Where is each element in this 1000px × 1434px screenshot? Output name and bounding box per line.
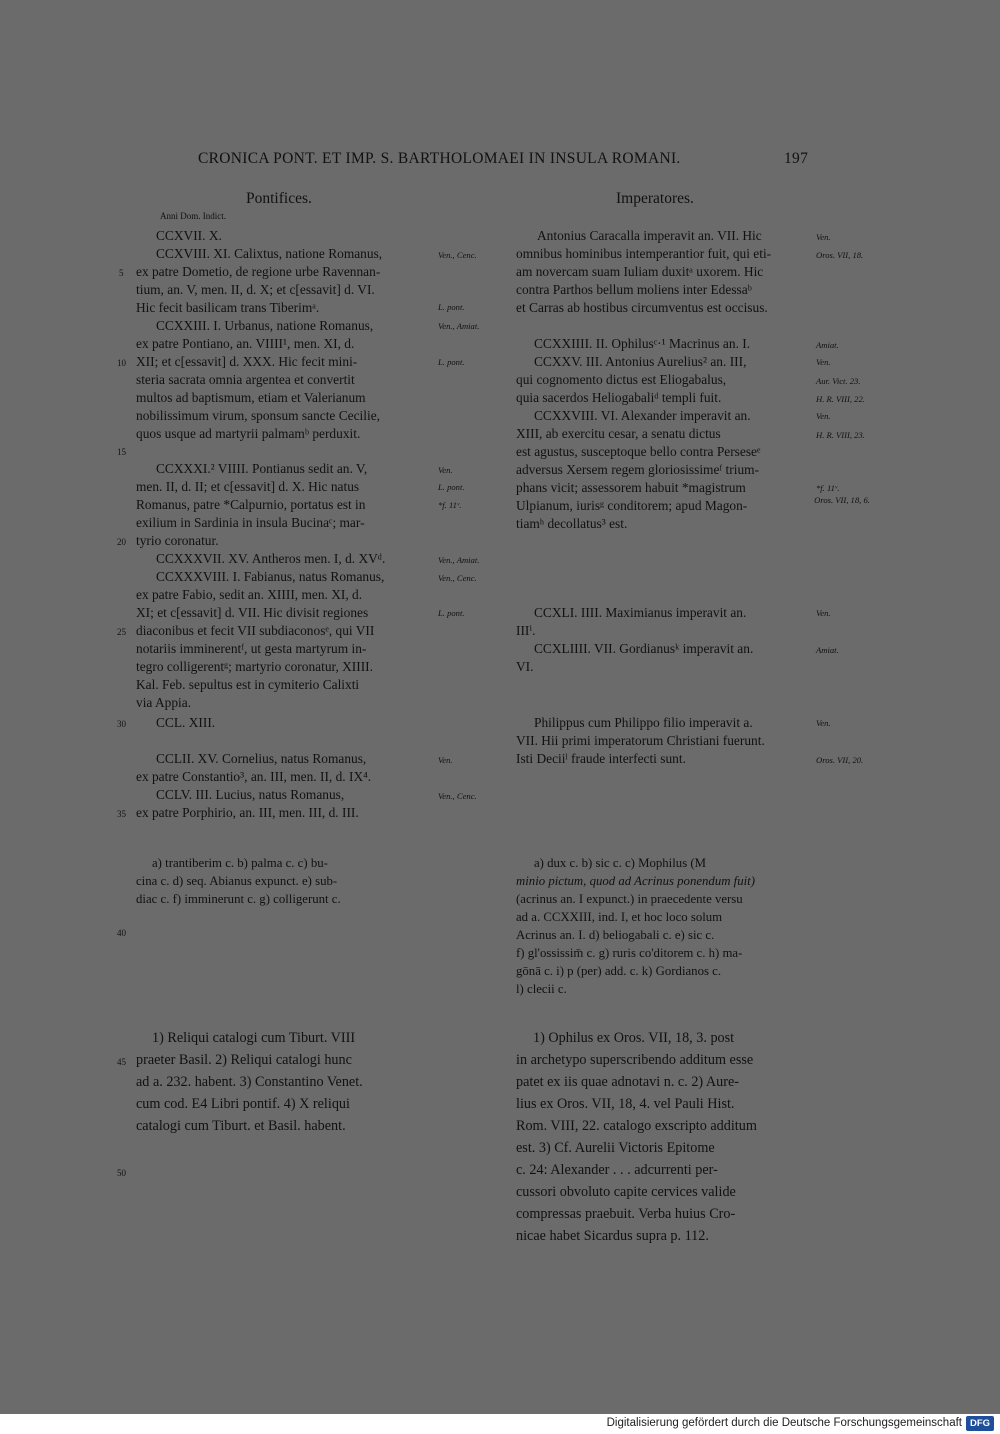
siglum: Ven. (438, 465, 453, 475)
apparatus-line: cina c. d) seq. Abianus expunct. e) sub- (136, 874, 338, 888)
siglum: L. pont. (438, 482, 465, 492)
siglum: Oros. VII, 18, 6. (814, 495, 870, 505)
text-line: tiamʰ decollatus³ est. (516, 516, 628, 531)
apparatus-line: ad a. CCXXIII, ind. I, et hoc loco solum (516, 910, 723, 924)
line-number: 5 (119, 268, 124, 278)
apparatus-line: minio pictum, quod ad Acrinus ponendum fuit) (516, 874, 755, 888)
text-line: qui cognomento dictus est Eliogabalus, (516, 372, 727, 387)
text-line: CCXXXVIII. I. Fabianus, natus Romanus, (156, 569, 385, 584)
apparatus-line: a) trantiberim c. b) palma c. c) bu- (152, 856, 328, 870)
text-line: XII; et c[essavit] d. XXX. Hic fecit mini- (136, 354, 358, 369)
line-number: 40 (117, 928, 126, 938)
footnote-line: praeter Basil. 2) Reliqui catalogi hunc (136, 1052, 352, 1068)
text-line: CCXLIIII. VII. Gordianusᵏ imperavit an. (534, 641, 754, 656)
footnote-line: lius ex Oros. VII, 18, 4. vel Pauli Hist. (516, 1096, 735, 1112)
apparatus-line: gōnā c. i) p (per) add. c. k) Gordianos c. (516, 964, 722, 978)
text-line: multos ad baptismum, etiam et Valerianum (136, 390, 366, 405)
text-line: IIIⁱ. (516, 623, 536, 638)
pontifices-heading: Pontifices. (246, 190, 312, 207)
text-line: VII. Hii primi imperatorum Christiani fuerunt. (516, 733, 765, 748)
text-line: ex patre Dometio, de regione urbe Ravennan- (136, 264, 381, 279)
siglum: *f. 11ᵛ. (438, 500, 462, 510)
siglum: Ven., Cenc. (438, 791, 477, 801)
text-line: Hic fecit basilicam trans Tiberimᵃ. (136, 300, 320, 315)
page-number: 197 (784, 150, 809, 167)
text-line: et Carras ab hostibus circumventus est occisus. (516, 300, 768, 315)
text-line: ex patre Constantio³, an. III, men. II, d. IX⁴. (136, 769, 372, 784)
footnote-line: nicae habet Sicardus supra p. 112. (516, 1228, 709, 1244)
apparatus-line: (acrinus an. I expunct.) in praecedente versu (516, 892, 743, 906)
text-line: CCXVII. X. (156, 228, 222, 243)
siglum: Oros. VII, 18. (816, 250, 864, 260)
text-line: XIII, ab exercitu cesar, a senatu dictus (516, 426, 721, 441)
text-line: men. II, d. II; et c[essavit] d. X. Hic natus (136, 479, 360, 494)
footnote-line: ad a. 232. habent. 3) Constantino Venet. (136, 1074, 363, 1090)
footnote-line: cum cod. E4 Libri pontif. 4) X reliqui (136, 1096, 350, 1112)
text-line: Kal. Feb. sepultus est in cymiterio Calixti (136, 677, 360, 692)
footnote-line: in archetypo superscribendo additum esse (516, 1052, 754, 1068)
siglum: Ven. (816, 608, 831, 618)
text-line: ex patre Fabio, sedit an. XIIII, men. XI, d. (136, 587, 363, 602)
siglum: Amiat. (816, 645, 839, 655)
line-number: 25 (117, 627, 126, 637)
text-line: quos usque ad martyrii palmamᵇ perduxit. (136, 426, 361, 441)
text-line: tium, an. V, men. II, d. X; et c[essavit] d. VI. (136, 282, 375, 297)
text-line: ex patre Pontiano, an. VIIII¹, men. XI, d. (136, 336, 355, 351)
siglum: Ven. (816, 718, 831, 728)
siglum: Ven., Cenc. (438, 250, 477, 260)
apparatus-line: diac c. f) imminerunt c. g) colligerunt c. (136, 892, 341, 906)
text-line: CCXLI. IIII. Maximianus imperavit an. (534, 605, 747, 620)
text-line: CCXXIII. I. Urbanus, natione Romanus, (156, 318, 374, 333)
footnote-line: catalogi cum Tiburt. et Basil. habent. (136, 1118, 346, 1134)
text-line: Ulpianum, iurisᵍ conditorem; apud Magon- (516, 498, 748, 513)
text-line: CCLV. III. Lucius, natus Romanus, (156, 787, 345, 802)
footnote-line: 1) Ophilus ex Oros. VII, 18, 3. post (533, 1030, 735, 1046)
text-line: adversus Xersem regem gloriosissimeᶠ trium- (516, 462, 760, 477)
siglum: Amiat. (816, 340, 839, 350)
text-line: CCXVIII. XI. Calixtus, natione Romanus, (156, 246, 383, 261)
text-line: tegro colligerentᵍ; martyrio coronatur, XIIII. (136, 659, 373, 674)
line-number: 35 (117, 809, 126, 819)
siglum: Ven. (816, 232, 831, 242)
text-line: nobilissimum virum, sponsum sancte Cecilie, (136, 408, 380, 423)
footnote-line: Rom. VIII, 22. catalogo exscripto additum (516, 1118, 757, 1134)
siglum: L. pont. (438, 302, 465, 312)
text-line: omnibus hominibus intemperantior fuit, qui eti- (516, 246, 772, 261)
text-line: steria sacrata omnia argentea et convertit (136, 372, 355, 387)
imperatores-heading: Imperatores. (616, 190, 694, 207)
text-line: phans vicit; assessorem habuit *magistrum (516, 480, 746, 495)
footnote-line: patet ex iis quae adnotavi n. c. 2) Aure- (516, 1074, 739, 1090)
siglum: Ven. (816, 357, 831, 367)
siglum: L. pont. (438, 608, 465, 618)
text-line: CCXXIIII. II. Ophilusᶜ·¹ Macrinus an. I. (534, 336, 751, 351)
footnote-line: cussori obvoluto capite cervices valide (516, 1184, 736, 1200)
running-title: CRONICA PONT. ET IMP. S. BARTHOLOMAEI IN INSULA ROMANI. (198, 150, 681, 167)
footnote-line: c. 24: Alexander . . . adcurrenti per- (516, 1162, 718, 1178)
pontifices-subheading: Anni Dom. Indict. (160, 211, 226, 221)
funding-notice: Digitalisierung gefördert durch die Deutsche Forschungsgemeinschaft (606, 1417, 962, 1429)
text-line: Antonius Caracalla imperavit an. VII. Hic (537, 228, 762, 243)
text-line: est agustus, susceptoque bello contra Perseseᵉ (516, 444, 761, 459)
line-number: 15 (117, 447, 126, 457)
siglum: Ven. (816, 411, 831, 421)
footnote-line: compressas praebuit. Verba huius Cro- (516, 1206, 736, 1222)
text-line: CCXXVIII. VI. Alexander imperavit an. (534, 408, 751, 423)
apparatus-line: Acrinus an. I. d) beliogabali c. e) sic c. (516, 928, 715, 942)
siglum: H. R. VIII, 23. (816, 430, 865, 440)
text-line: ex patre Porphirio, an. III, men. III, d. III. (136, 805, 359, 820)
text-line: Romanus, patre *Calpurnio, portatus est in (136, 497, 366, 512)
text-line: quia sacerdos Heliogabaliᵈ templi fuit. (516, 390, 722, 405)
text-line: XI; et c[essavit] d. VII. Hic divisit regiones (136, 605, 369, 620)
siglum: Aur. Vict. 23. (816, 376, 861, 386)
text-line: VI. (516, 659, 534, 674)
siglum: Ven., Amiat. (438, 555, 480, 565)
text-line: am novercam suam Iuliam duxitᵃ uxorem. Hic (516, 264, 764, 279)
text-line: contra Parthos bellum moliens inter Edessaᵇ (516, 282, 752, 297)
apparatus-line: a) dux c. b) sic c. c) Mophilus (M (534, 856, 707, 870)
text-line: CCXXXVII. XV. Antheros men. I, d. XVᵈ. (156, 551, 386, 566)
text-line: Philippus cum Philippo filio imperavit a. (534, 715, 753, 730)
apparatus-line: l) clecii c. (516, 982, 567, 996)
line-number: 20 (117, 537, 126, 547)
apparatus-line: f) gl'ossissim̄ c. g) ruris co'ditorem c. h) ma- (516, 946, 743, 960)
text-line: tyrio coronatur. (136, 533, 219, 548)
footnote-line: 1) Reliqui catalogi cum Tiburt. VIII (152, 1030, 356, 1046)
text-line: Isti Deciiˡ fraude interfecti sunt. (516, 751, 686, 766)
line-number: 50 (117, 1168, 126, 1178)
text-line: diaconibus et fecit VII subdiaconosᵉ, qui VII (136, 623, 375, 638)
siglum: Ven. (438, 755, 453, 765)
line-number: 30 (117, 719, 126, 729)
siglum: L. pont. (438, 357, 465, 367)
text-line: via Appia. (136, 695, 192, 710)
siglum: Oros. VII, 20. (816, 755, 864, 765)
text-line: CCLII. XV. Cornelius, natus Romanus, (156, 751, 367, 766)
siglum: *f. 11ᵛ. (816, 483, 840, 493)
line-number: 10 (117, 358, 126, 368)
siglum: H. R. VIII, 22. (816, 394, 865, 404)
text-line: exilium in Sardinia in insula Bucinaᶜ; mar- (136, 515, 365, 530)
siglum: Ven., Cenc. (438, 573, 477, 583)
dfg-logo: DFG (966, 1416, 994, 1431)
text-line: CCXXXI.² VIIII. Pontianus sedit an. V, (156, 461, 368, 476)
footnote-line: est. 3) Cf. Aurelii Victoris Epitome (516, 1140, 715, 1156)
text-line: notariis imminerentᶠ, ut gesta martyrum in- (136, 641, 367, 656)
line-number: 45 (117, 1057, 126, 1067)
text-line: CCXXV. III. Antonius Aurelius² an. III, (534, 354, 747, 369)
text-line: CCL. XIII. (156, 715, 216, 730)
siglum: Ven., Amiat. (438, 321, 480, 331)
